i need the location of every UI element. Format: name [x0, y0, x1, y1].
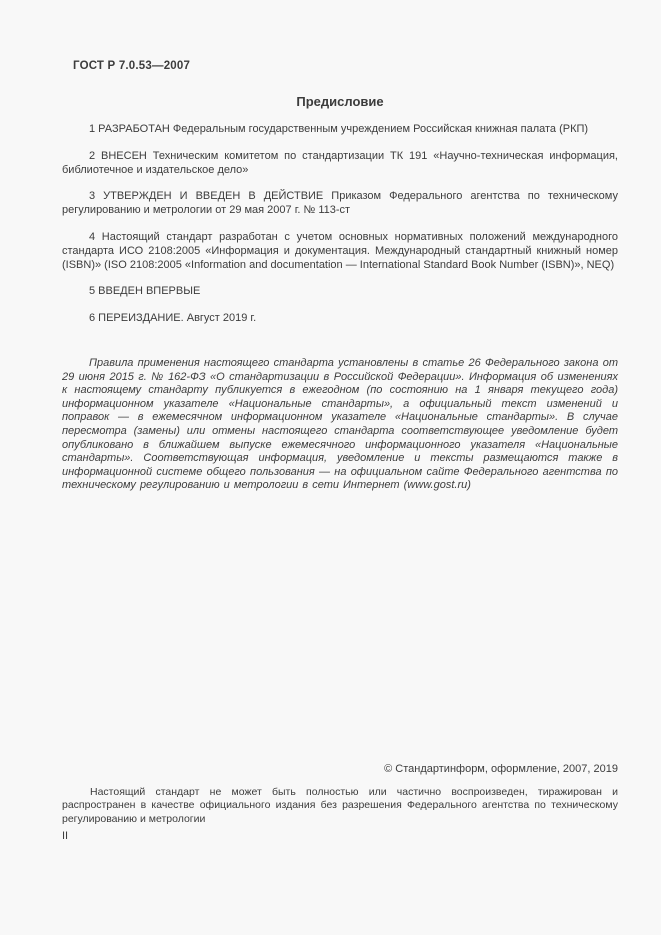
foreword-item-1: 1 РАЗРАБОТАН Федеральным государственным учреждением Российская книжная палата (РКП) [89, 123, 589, 135]
reproduction-restriction: Настоящий стандарт не может быть полностью или частично воспроизведен, тиражирован и распространен в качестве официального издания без разрешения Федерального агентства по техническому регулированию и метрологии [62, 785, 618, 825]
foreword-item-6: 6 ПЕРЕИЗДАНИЕ. Август 2019 г. [89, 312, 257, 325]
foreword-item-2: 2 ВНЕСЕН Техническим комитетом по стандартизации ТК 191 «Научно-техническая информация, библиотечное и издательское дело» [62, 149, 618, 176]
application-rules-note: Правила применения настоящего стандарта установлены в статье 26 Федерального закона от 29 июня 2015 г. № 162-ФЗ «О стандартизации в Российской Федерации». Информация об изменениях к настоящему стандарту публикуется в ежегодном (по состоянию на 1 января текущего года) информационном указателе «Национальные стандарты», а официальный текст изменений и поправок — в ежемесячном информационном указателе «Национальные стандарты». В случае пересмотра (замены) или отмены настоящего стандарта соответствующее уведомление будет опубликовано в ближайшем выпуске ежемесячного информационного указателя «Национальные стандарты». Соответствующая информация, уведомление и тексты размещаются также в информационной системе общего пользования — на официальном сайте Федерального агентства по техническому регулированию и метрологии в сети Интернет (www.gost.ru) [62, 356, 618, 492]
foreword-item-5: 5 ВВЕДЕН ВПЕРВЫЕ [89, 285, 201, 298]
copyright-notice: © Стандартинформ, оформление, 2007, 2019 [384, 762, 618, 775]
page-title: Предисловие [296, 94, 384, 109]
foreword-item-3: 3 УТВЕРЖДЕН И ВВЕДЕН В ДЕЙСТВИЕ Приказом Федерального агентства по техническому регулированию и метрологии от 29 мая 2007 г. № 113-ст [62, 190, 618, 217]
page-number: II [62, 830, 69, 843]
foreword-item-4: 4 Настоящий стандарт разработан с учетом основных нормативных положений международного стандарта ИСО 2108:2005 «Информация и документация. Международный стандартный книжный номер (ISBN)» (ISO 2108:2005 «Information and documentation — International Standard Book Number (ISBN)», NEQ) [62, 230, 618, 271]
standard-code: ГОСТ Р 7.0.53—2007 [73, 60, 191, 72]
